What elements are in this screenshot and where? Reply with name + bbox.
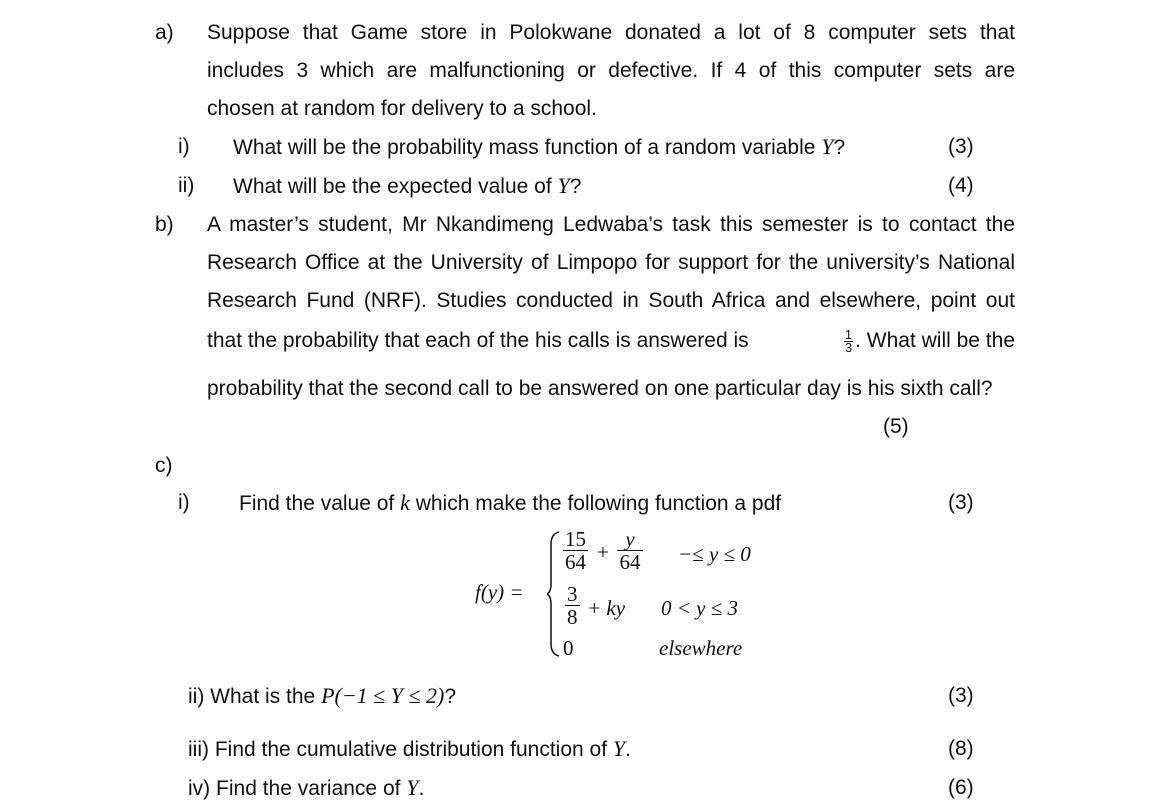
part-c-q1-label: i)	[178, 491, 190, 514]
line-end: . What will be the	[855, 329, 1015, 352]
q-text: Find the variance of	[216, 777, 407, 800]
q-label: ii)	[188, 685, 205, 708]
q-end: ?	[444, 685, 457, 708]
part-b-line-4	[207, 328, 1015, 354]
part-a-q1-marks: (3)	[948, 135, 974, 158]
part-b-line-5: probability that the second call to be answered on one particular day is his sixth call?	[207, 377, 993, 400]
part-b-line-3: Research Fund (NRF). Studies conducted in South Africa and elsewhere, point out	[207, 289, 1015, 312]
case1-frac2	[617, 528, 643, 573]
math-expr: P(−1 ≤ Y ≤ 2)	[321, 683, 445, 708]
pdf-formula	[475, 528, 775, 663]
den: 64	[619, 550, 641, 574]
q-end: .	[418, 777, 425, 800]
q-text: Find the cumulative distribution function of	[214, 738, 613, 761]
q-end: .	[625, 738, 631, 761]
part-c-q3-marks: (8)	[948, 737, 974, 760]
part-a-line-3: chosen at random for delivery to a school.	[207, 97, 597, 120]
case2-condition: 0 < y ≤ 3	[661, 596, 739, 620]
q-label: iv)	[188, 777, 211, 800]
q-text: What will be the expected value of	[233, 175, 558, 198]
den: 8	[567, 605, 578, 629]
part-c-label: c)	[155, 454, 173, 477]
math-var: Y	[557, 173, 570, 198]
part-a-q1-label: i)	[178, 135, 190, 158]
part-a-q2	[233, 173, 581, 200]
q-text: What will be the probability mass function of a random variable	[233, 136, 822, 159]
plus: +	[597, 540, 609, 564]
num: 3	[567, 582, 578, 606]
num: y	[617, 528, 643, 551]
case2-frac	[565, 583, 580, 628]
part-a-label: a)	[155, 21, 174, 44]
part-c-q3	[188, 736, 631, 763]
part-c-q2-marks: (3)	[948, 684, 974, 707]
part-b-label: b)	[155, 213, 174, 236]
case1-condition: −≤ y ≤ 0	[678, 542, 751, 566]
part-b-line-1: A master’s student, Mr Nkandimeng Ledwaba’s task this semester is to contact the	[207, 213, 1015, 236]
part-c-q1	[239, 490, 781, 517]
case2-rest: + ky	[587, 596, 626, 620]
part-c-q2	[188, 683, 456, 710]
part-b-line-2: Research Office at the University of Limpopo for support for the university’s National	[207, 251, 1015, 274]
case1-frac1	[563, 528, 588, 573]
case3-condition: elsewhere	[659, 636, 743, 660]
part-a-q2-marks: (4)	[948, 174, 974, 197]
num: 15	[565, 527, 586, 551]
q-end: ?	[833, 136, 846, 159]
math-var: k	[400, 490, 410, 515]
part-a-q1	[233, 134, 845, 161]
part-c-q4-marks: (6)	[948, 776, 974, 799]
part-c-q4	[188, 775, 424, 802]
left-brace-icon	[547, 530, 561, 658]
math-var: Y	[406, 775, 419, 800]
frac-den: 3	[844, 339, 853, 355]
q-text: Find the value of	[239, 492, 401, 515]
den: 64	[565, 550, 586, 574]
math-var: Y	[612, 736, 626, 761]
fraction-one-third	[844, 326, 853, 355]
part-a-line-1: Suppose that Game store in Polokwane donated a lot of 8 computer sets that	[207, 21, 1015, 44]
q-label: iii)	[188, 738, 209, 761]
part-a-q2-label: ii)	[178, 174, 195, 197]
part-a-line-2: includes 3 which are malfunctioning or defective. If 4 of this computer sets are	[207, 59, 1015, 82]
line-start: that the probability that each of the his calls is answered is	[207, 329, 749, 352]
frac-num: 1	[844, 326, 853, 342]
q-text: What is the	[210, 685, 322, 708]
case3-value: 0	[563, 636, 574, 660]
math-var: Y	[821, 134, 834, 159]
q-text: which make the following function a pdf	[409, 492, 782, 515]
part-b-marks: (5)	[883, 415, 909, 438]
part-c-q1-marks: (3)	[948, 491, 974, 514]
q-end: ?	[569, 175, 582, 198]
formula-lhs: f(y) =	[475, 580, 524, 604]
